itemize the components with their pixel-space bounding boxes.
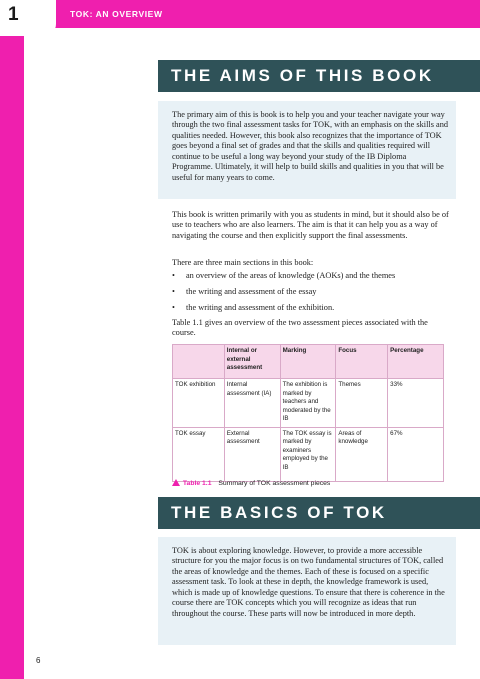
caption-label: Table 1.1 — [182, 480, 212, 487]
table-cell: The TOK essay is marked by examiners employed by the IB — [280, 427, 336, 481]
table-cell: Internal assessment (IA) — [224, 379, 280, 428]
basics-paragraph: TOK is about exploring knowledge. However, to provide a more accessible structure for you the major focus is on two fundamental structures of TOK, called the areas of knowledge and the themes. Each of these is focused on a specific assessment task. To look at these in depth, the knowledge framework is used, which is made up of knowledge questions. To ensure that there is coherence in the course there are TOK concepts which you will recognize as ideas that run throughout the course. These parts will now be introduced in more depth. — [172, 546, 445, 618]
table-cell: TOK essay — [173, 427, 225, 481]
table-row — [173, 379, 444, 428]
section-heading-aims — [158, 60, 480, 92]
paragraph: This book is written primarily with you as students in mind, but it should also be of use to teachers who are also learners. The aim is that it can help you as a way of navigating the course and then explicitly support the final assessments. — [172, 210, 449, 240]
table-caption — [172, 479, 330, 487]
assessment-table — [172, 344, 444, 482]
caption-text: Summary of TOK assessment pieces — [218, 480, 331, 487]
page-edge-strip — [0, 0, 24, 679]
table-cell: The exhibition is marked by teachers and moderated by the IB — [280, 379, 336, 428]
paragraph: Table 1.1 gives an overview of the two assessment pieces associated with the course. — [172, 318, 428, 338]
section-heading-basics — [158, 497, 480, 529]
intro-box — [158, 101, 456, 199]
table-header-cell: Marking — [280, 345, 336, 379]
bullet-dot: • — [172, 303, 175, 312]
table-header-row — [173, 345, 444, 379]
table-header-cell: Focus — [336, 345, 388, 379]
table-cell: External assessment — [224, 427, 280, 481]
bullet-dot: • — [172, 271, 175, 280]
triangle-icon — [172, 479, 180, 486]
bullet-text: an overview of the areas of knowledge (AOKs) and the themes — [186, 271, 396, 280]
table-header-cell: Internal or external assessment — [224, 345, 280, 379]
running-header-bar — [0, 0, 480, 28]
section-title: THE BASICS OF TOK — [171, 503, 387, 522]
paragraph: There are three main sections in this book: — [172, 258, 314, 267]
table-cell: 67% — [388, 427, 444, 481]
table-cell: TOK exhibition — [173, 379, 225, 428]
table-cell: 33% — [388, 379, 444, 428]
bullet-dot: • — [172, 287, 175, 296]
table-cell: Areas of knowledge — [336, 427, 388, 481]
table-cell: Themes — [336, 379, 388, 428]
table-header-cell: Percentage — [388, 345, 444, 379]
chapter-number-tab — [0, 0, 56, 36]
section-title: THE AIMS OF THIS BOOK — [171, 66, 434, 85]
bullet-text: the writing and assessment of the essay — [186, 287, 317, 296]
chapter-title: TOK: AN OVERVIEW — [70, 9, 163, 19]
basics-box — [158, 537, 456, 645]
table-row — [173, 427, 444, 481]
bullet-text: the writing and assessment of the exhibition. — [186, 303, 335, 312]
intro-paragraph: The primary aim of this is book is to help you and your teacher navigate your way through the two final assessment tasks for TOK, with an emphasis on the skills and qualities needed. However, this book also recognizes that the importance of TOK goes beyond a final set of grades and that the skills and qualities required will continue to be useful a long way beyond your study of the IB Diploma Programme. Ultimately, it will help to build skills and qualities in you that will be useful for many years to come. — [172, 110, 448, 182]
table-header-cell — [173, 345, 225, 379]
chapter-number: 1 — [8, 4, 19, 25]
page-number: 6 — [36, 656, 41, 665]
